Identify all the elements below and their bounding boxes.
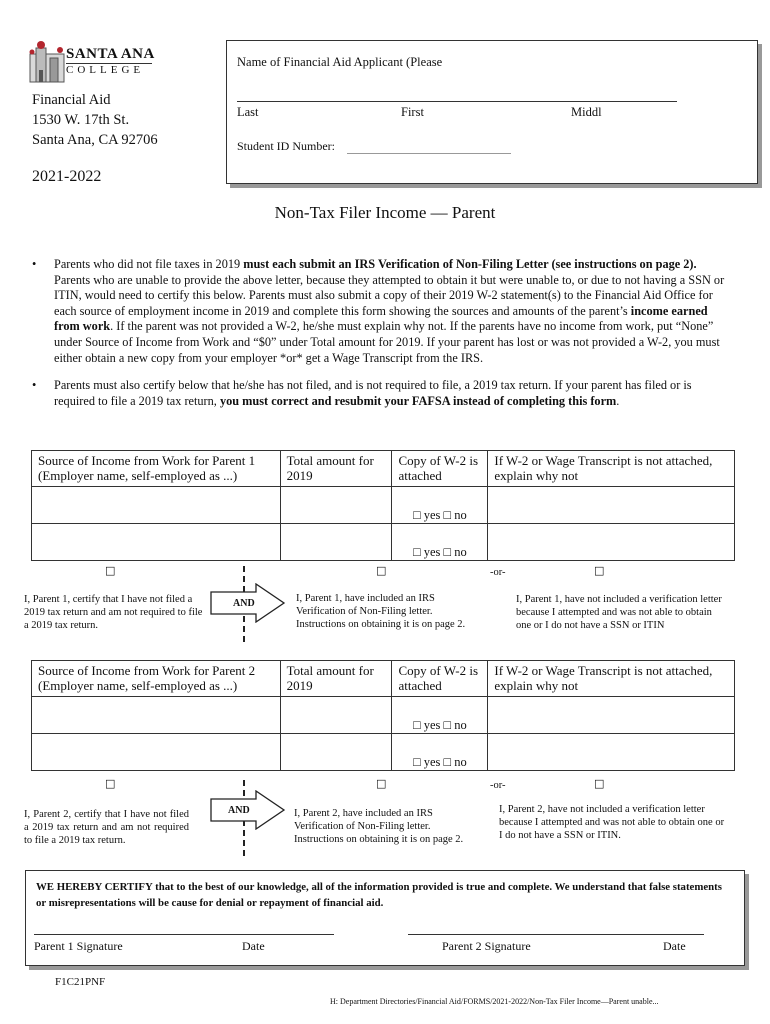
p1-included-checkbox[interactable]: □ bbox=[376, 564, 387, 577]
certification-box bbox=[25, 870, 745, 966]
office-address bbox=[32, 90, 158, 150]
parent2-signature-label: Parent 2 Signature bbox=[442, 939, 531, 953]
parent1-income-table bbox=[31, 450, 735, 561]
name-box-title: Name of Financial Aid Applicant (Please bbox=[237, 55, 443, 69]
parent1-signature-label: Parent 1 Signature bbox=[34, 939, 123, 953]
table-header-row bbox=[32, 451, 735, 487]
explain-cell[interactable] bbox=[488, 524, 735, 561]
table-row bbox=[32, 734, 735, 771]
or-label: -or- bbox=[490, 567, 506, 578]
table-row bbox=[32, 697, 735, 734]
w2-yes-no[interactable]: □ yes □ no bbox=[392, 734, 488, 771]
name-input-line[interactable] bbox=[237, 101, 677, 102]
p1-not-included-checkbox[interactable]: □ bbox=[594, 564, 605, 577]
source-cell[interactable] bbox=[32, 487, 281, 524]
and-label: AND bbox=[228, 805, 250, 816]
amount-cell[interactable] bbox=[280, 734, 392, 771]
p1-not-filed-checkbox[interactable]: □ bbox=[105, 564, 116, 577]
p1-cert-included: I, Parent 1, have included an IRS Verification of Non-Filing letter. Instructions on obtaining it is on page 2. bbox=[296, 593, 466, 630]
col-explain: If W-2 or Wage Transcript is not attached, explain why not bbox=[488, 661, 735, 697]
col-amount: Total amount for 2019 bbox=[280, 451, 392, 487]
explain-cell[interactable] bbox=[488, 487, 735, 524]
explain-cell[interactable] bbox=[488, 697, 735, 734]
form-title: Non-Tax Filer Income — Parent bbox=[274, 203, 496, 222]
w2-yes-no[interactable]: □ yes □ no bbox=[392, 487, 488, 524]
table-header-row bbox=[32, 661, 735, 697]
parent2-signature-line[interactable] bbox=[408, 934, 704, 935]
p2-cert-not-filed: I, Parent 2, certify that I have not filed a 2019 tax return and am not required to file a 2019 tax return. bbox=[24, 809, 189, 846]
parent1-signature-line[interactable] bbox=[34, 934, 334, 935]
col-w2: Copy of W-2 is attached bbox=[392, 451, 488, 487]
instruction-bullet-1: • Parents who did not file taxes in 2019 must each submit an IRS Verification of Non-Filing Letter (see instructions on page 2). Parents who are unable to provide the above letter, because they attempted to obtain it but were unable to, or due to not having a SSN or ITIN, would need to certify this below. Parents must also submit a copy of their 2019 W-2 statement(s) to the Financial Aid Office for each source of employment income in 2019 and complete this form showing the sources and amounts of the parent’s income earned from work. If the parent was not provided a W-2, he/she must explain why not. If the parents have no income from work, put “None” under Source of Income from Work and “$0” under Total amount for 2019. If your parent has lost or was not provided a W-2, you must either obtain a new copy from your employer *or* get a Wage Transcript from the IRS. bbox=[32, 257, 732, 366]
p2-cert-included: I, Parent 2, have included an IRS Verification of Non-Filing letter. Instructions on obtaining it is on page 2. bbox=[294, 808, 464, 845]
p2-included-checkbox[interactable]: □ bbox=[376, 777, 387, 790]
amount-cell[interactable] bbox=[280, 524, 392, 561]
amount-cell[interactable] bbox=[280, 697, 392, 734]
date1-label: Date bbox=[242, 939, 265, 953]
source-cell[interactable] bbox=[32, 734, 281, 771]
instructions bbox=[32, 257, 732, 421]
instruction-bullet-2: • Parents must also certify below that he/she has not filed, and is not required to file, a 2019 tax return. If your parent has filed or is required to file a 2019 tax return, you must correct and resubmit your FAFSA instead of completing this form. bbox=[32, 378, 732, 409]
amount-cell[interactable] bbox=[280, 487, 392, 524]
col-explain: If W-2 or Wage Transcript is not attached, explain why not bbox=[488, 451, 735, 487]
explain-cell[interactable] bbox=[488, 734, 735, 771]
and-label: AND bbox=[233, 598, 255, 609]
logo-divider bbox=[66, 63, 152, 64]
col-amount: Total amount for 2019 bbox=[280, 661, 392, 697]
file-path: H: Department Directories/Financial Aid/FORMS/2021-2022/Non-Tax Filer Income—Parent unable... bbox=[330, 997, 659, 1006]
form-code: F1C21PNF bbox=[55, 976, 106, 988]
p2-not-included-checkbox[interactable]: □ bbox=[594, 777, 605, 790]
source-cell[interactable] bbox=[32, 697, 281, 734]
first-label: First bbox=[401, 105, 424, 119]
date2-label: Date bbox=[663, 939, 686, 953]
p1-cert-not-filed: I, Parent 1, certify that I have not filed a 2019 tax return and am not required to file a 2019 tax return. bbox=[24, 594, 203, 631]
w2-yes-no[interactable]: □ yes □ no bbox=[392, 524, 488, 561]
col-source: Source of Income from Work for Parent 2 (Employer name, self-employed as ...) bbox=[32, 661, 281, 697]
or-label: -or- bbox=[490, 780, 506, 791]
college-name: SANTA ANA bbox=[66, 46, 155, 62]
p2-cert-not-included: I, Parent 2, have not included a verification letter because I attempted and was not able to obtain one or I do not have a SSN or ITIN. bbox=[499, 804, 725, 841]
college-logo bbox=[28, 40, 68, 86]
table-row bbox=[32, 487, 735, 524]
w2-yes-no[interactable]: □ yes □ no bbox=[392, 697, 488, 734]
col-source: Source of Income from Work for Parent 1 (Employer name, self-employed as ...) bbox=[32, 451, 281, 487]
student-id-field[interactable] bbox=[347, 153, 511, 154]
table-row bbox=[32, 524, 735, 561]
applicant-name-box bbox=[226, 40, 758, 184]
street: 1530 W. 17th St. bbox=[32, 112, 130, 128]
certification-text: WE HEREBY CERTIFY that to the best of our knowledge, all of the information provided is true and complete. We understand that false statements or misrepresentations will be cause for denial or repayment of financial aid. bbox=[36, 881, 722, 909]
college-word: COLLEGE bbox=[66, 64, 145, 76]
student-id-label: Student ID Number: bbox=[237, 139, 335, 153]
middle-label: Middl bbox=[571, 105, 602, 119]
p1-cert-not-included: I, Parent 1, have not included a verification letter because I attempted and was not able to obtain one or I do not have a SSN or ITIN bbox=[516, 594, 722, 631]
award-year: 2021-2022 bbox=[32, 168, 102, 185]
city: Santa Ana, CA 92706 bbox=[32, 132, 158, 148]
p2-not-filed-checkbox[interactable]: □ bbox=[105, 777, 116, 790]
parent2-income-table bbox=[31, 660, 735, 771]
dept-name: Financial Aid bbox=[32, 92, 111, 108]
col-w2: Copy of W-2 is attached bbox=[392, 661, 488, 697]
source-cell[interactable] bbox=[32, 524, 281, 561]
last-label: Last bbox=[237, 105, 259, 119]
